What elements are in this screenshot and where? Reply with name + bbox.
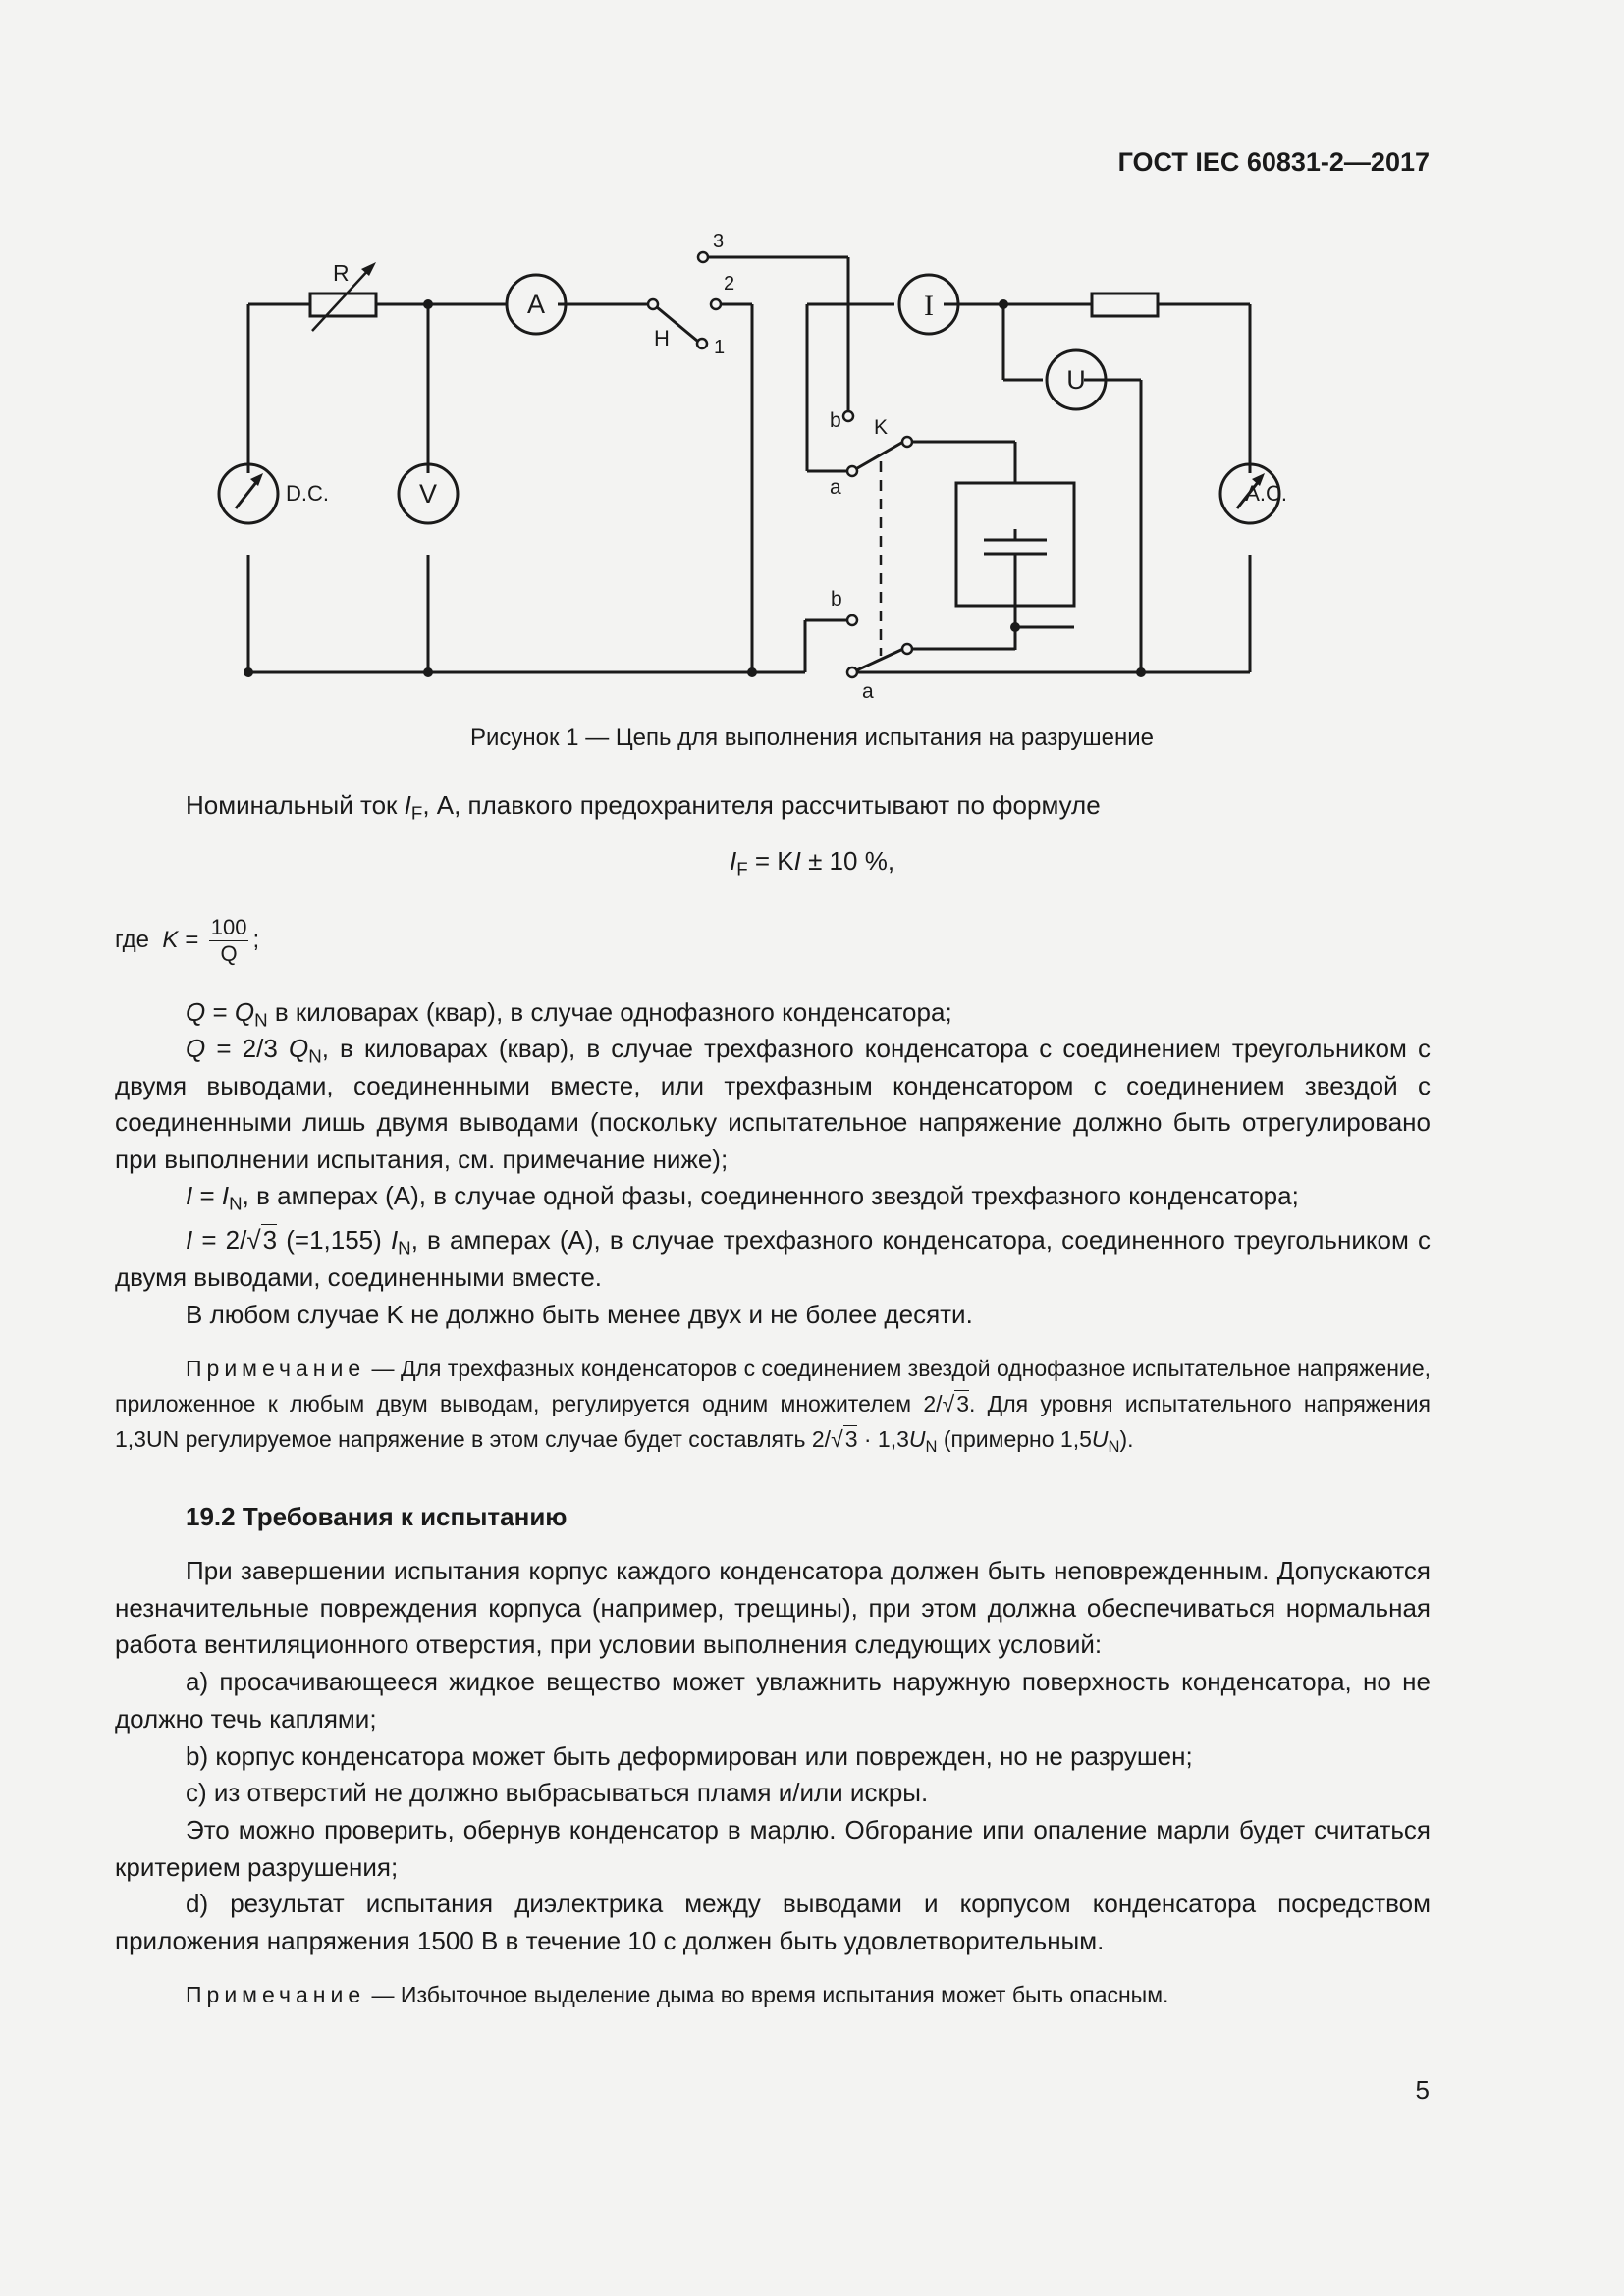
paragraph-q2: Q = 2/3 $Q_N$, в киловарах (квар), в случае трехфазного конденсатора с соединением треугольником с двумя выводами, соединенными вместе, или трехфазным конденсатором с соединением звездой с соединенными лишь двумя выводами (поскольку испытательное напряжение должно быть отрегулировано при выполнении испытания, см. примечание ниже); — [115, 1034, 1431, 1174]
note-2: Примечание — Избыточное выделение дыма во время испытания может быть опасным. — [186, 1982, 1169, 2007]
label-ac: A.C. — [1245, 481, 1287, 506]
label-a-meter: A — [526, 290, 546, 319]
label-a-bottom: a — [862, 680, 874, 703]
resistor — [1092, 294, 1158, 316]
paragraph-check: Это можно проверить, обернув конденсатор в марлю. Обгорание ипи опаление марли будет считаться критерием разрушения; — [115, 1815, 1431, 1882]
label-terminal-3: 3 — [713, 231, 725, 252]
label-h: H — [654, 326, 670, 350]
label-u-meter: U — [1066, 365, 1086, 395]
standard-header: ГОСТ IEC 60831-2—2017 — [1117, 147, 1430, 177]
paragraph-i1: $I = I_N$, в амперах (А), в случае одной фазы, соединенного звездой трехфазного конденсатора; — [186, 1181, 1299, 1214]
section-heading: 19.2 Требования к испытанию — [186, 1502, 568, 1531]
label-b-bottom: b — [831, 588, 842, 611]
label-k: K — [874, 416, 889, 439]
figure-caption: Рисунок 1 — Цепь для выполнения испытания на разрушение — [470, 724, 1154, 751]
paragraph-k-limits: В любом случае K не должно быть менее двух и не более десяти. — [186, 1300, 973, 1329]
paragraph-requirements: При завершении испытания корпус каждого конденсатора должен быть неповрежденным. Допускаются незначительные повреждения корпуса (например, трещины), при этом должна обеспечиваться нормальная работа вентиляционного отверстия, при условии выполнения следующих условий: — [115, 1556, 1431, 1659]
list-item-a: a) просачивающееся жидкое вещество может увлажнить наружную поверхность конденсатора, но не должно течь каплями; — [115, 1667, 1431, 1734]
label-dc: D.C. — [286, 481, 329, 506]
label-r: R — [333, 260, 350, 286]
note-1: Примечание — Для трехфазных конденсаторов с соединением звездой однофазное испытательное напряжение, приложенное к любым двум выводам, регулируется одним множителем 2/√3. Для уровня испытательного напряжения 1,3UN регулируемое напряжение в этом случае будет составлять $2/√3 \cdot 1,3U_N$ (примерно $1,5U_N$). — [115, 1356, 1431, 1456]
circuit-diagram — [196, 216, 1287, 707]
label-b-top: b — [830, 409, 841, 432]
label-v-meter: V — [418, 479, 438, 508]
paragraph-q1: $Q = Q_N$ в киловарах (квар), в случае однофазного конденсатора; — [186, 997, 952, 1031]
list-item-d: d) результат испытания диэлектрика между выводами и корпусом конденсатора посредством приложения напряжения 1500 В в течение 10 с должен быть удовлетворительным. — [115, 1889, 1431, 1955]
page-number: 5 — [1415, 2075, 1430, 2105]
formula-fuse-current: $I_F$ = KI ± 10 %, — [729, 846, 895, 880]
label-terminal-2: 2 — [724, 273, 735, 294]
label-terminal-1: 1 — [714, 337, 726, 358]
paragraph-i2: I = 2/√3 (=1,155) $I_N$, в амперах (А), в случае трехфазного конденсатора, соединенного треугольником с двумя выводами, соединенными вместе. — [115, 1225, 1431, 1292]
list-item-c: c) из отверстий не должно выбрасываться пламя и/или искры. — [186, 1778, 929, 1807]
formula-k: где K = $\frac{100}{Q}$ ; — [115, 915, 260, 966]
label-i-meter: I — [924, 290, 934, 322]
paragraph-intro: Номинальный ток $I_F$, А, плавкого предохранителя рассчитывают по формуле — [186, 790, 1101, 824]
circuit-wires — [248, 257, 1250, 672]
list-item-b: b) корпус конденсатора может быть деформирован или поврежден, но не разрушен; — [186, 1741, 1193, 1771]
label-a-top: a — [830, 476, 841, 499]
